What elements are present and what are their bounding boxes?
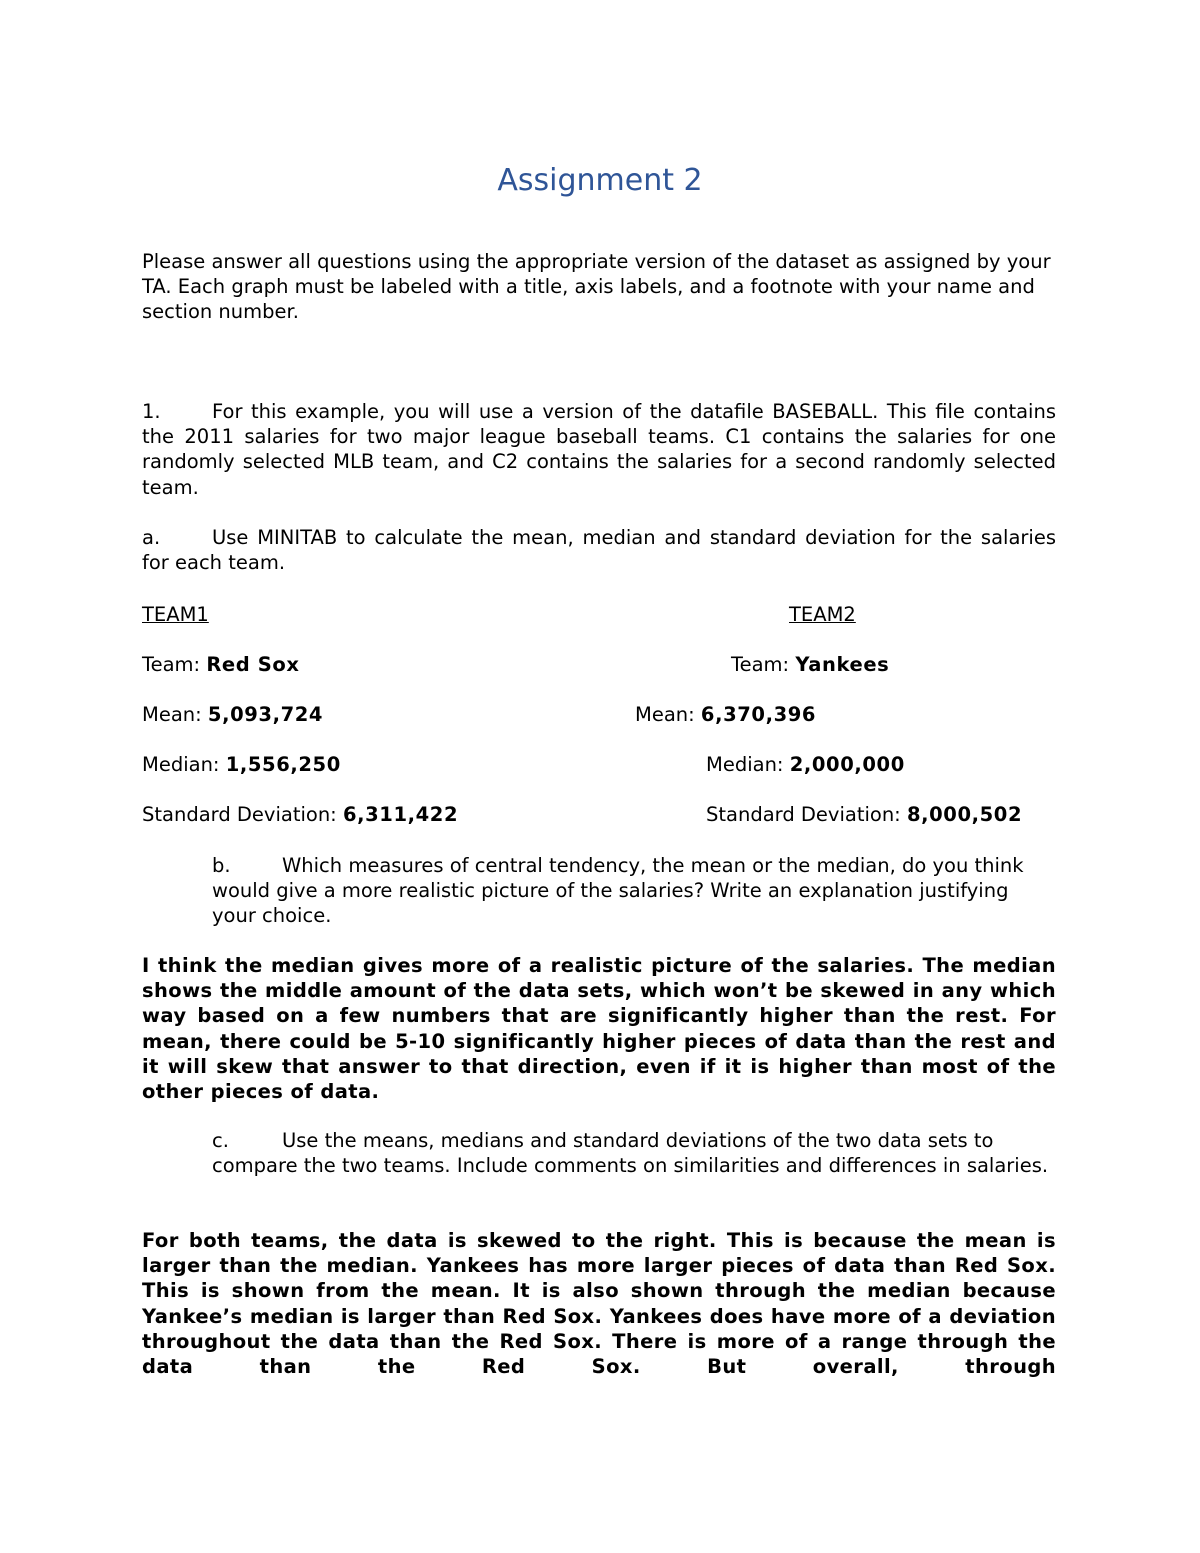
question-c-letter: c. <box>212 1129 229 1152</box>
question-b-letter: b. <box>212 854 231 877</box>
answer-c: For both teams, the data is skewed to the right. This is because the mean is larger than the median. Yankees has more larger pieces of data than Red Sox. This is shown from the mean. It is also shown through the median because Yankee’s median is larger than Red Sox. Yankees does have more of a deviation throughout the data than the Red Sox. There is more of a range through the data than the Red Sox. But overall, through <box>142 1229 1056 1379</box>
team1-median <box>142 752 341 777</box>
team2-mean-label: Mean: <box>635 703 701 726</box>
team1-header: TEAM1 <box>142 603 209 626</box>
team1-sd-label: Standard Deviation: <box>142 803 343 826</box>
team2-sd-label: Standard Deviation: <box>706 803 907 826</box>
team2-mean-value: 6,370,396 <box>700 703 817 726</box>
page-title: Assignment 2 <box>497 163 703 198</box>
team2-sd <box>706 802 1022 827</box>
question-1-number: 1. <box>142 400 161 423</box>
team1-name-label: Team: <box>142 653 207 676</box>
question-c-text: Use the means, medians and standard deviations of the two data sets to compare the two teams. Include comments on similarities and differences in salaries. <box>212 1129 1049 1178</box>
team1-median-label: Median: <box>142 753 226 776</box>
team2-median <box>706 752 905 777</box>
question-a-text: Use MINITAB to calculate the mean, median and standard deviation for the salaries for each team. <box>142 526 1056 575</box>
team2-mean <box>635 702 816 727</box>
team2-median-label: Median: <box>706 753 790 776</box>
team2-name-value: Yankees <box>795 653 890 676</box>
answer-b: I think the median gives more of a realistic picture of the salaries. The median shows the middle amount of the data sets, which won’t be skewed in any which way based on a few numbers that are significantly higher than the rest. For mean, there could be 5-10 significantly higher pieces of data than the rest and it will skew that answer to that direction, even if it is higher than most of the other pieces of data. <box>142 954 1056 1104</box>
team2-sd-value: 8,000,502 <box>906 803 1023 826</box>
question-1-text: For this example, you will use a version of the datafile BASEBALL. This file contains the 2011 salaries for two major league baseball teams. C1 contains the salaries for one randomly selected MLB team, and C2 contains the salaries for a second randomly selected team. <box>142 400 1056 499</box>
question-a <box>142 525 1056 575</box>
question-b <box>212 853 1056 929</box>
team2-name <box>731 652 889 677</box>
team2-name-label: Team: <box>731 653 796 676</box>
team1-median-value: 1,556,250 <box>225 753 341 776</box>
team1-name-value: Red Sox <box>206 653 300 676</box>
team1-name <box>142 652 300 677</box>
team1-mean <box>142 702 323 727</box>
team1-mean-label: Mean: <box>142 703 208 726</box>
question-a-letter: a. <box>142 526 161 549</box>
team1-sd <box>142 802 458 827</box>
question-b-text: Which measures of central tendency, the mean or the median, do you think would give a more realistic picture of the salaries? Write an explanation justifying your choice. <box>212 854 1024 928</box>
team1-mean-value: 5,093,724 <box>207 703 324 726</box>
team1-sd-value: 6,311,422 <box>342 803 459 826</box>
intro-paragraph: Please answer all questions using the appropriate version of the dataset as assigned by your TA. Each graph must be labeled with a title, axis labels, and a footnote with your name and section number. <box>142 250 1051 324</box>
question-c <box>212 1128 1056 1178</box>
question-1 <box>142 399 1056 500</box>
team2-median-value: 2,000,000 <box>789 753 905 776</box>
team2-header: TEAM2 <box>789 603 856 626</box>
